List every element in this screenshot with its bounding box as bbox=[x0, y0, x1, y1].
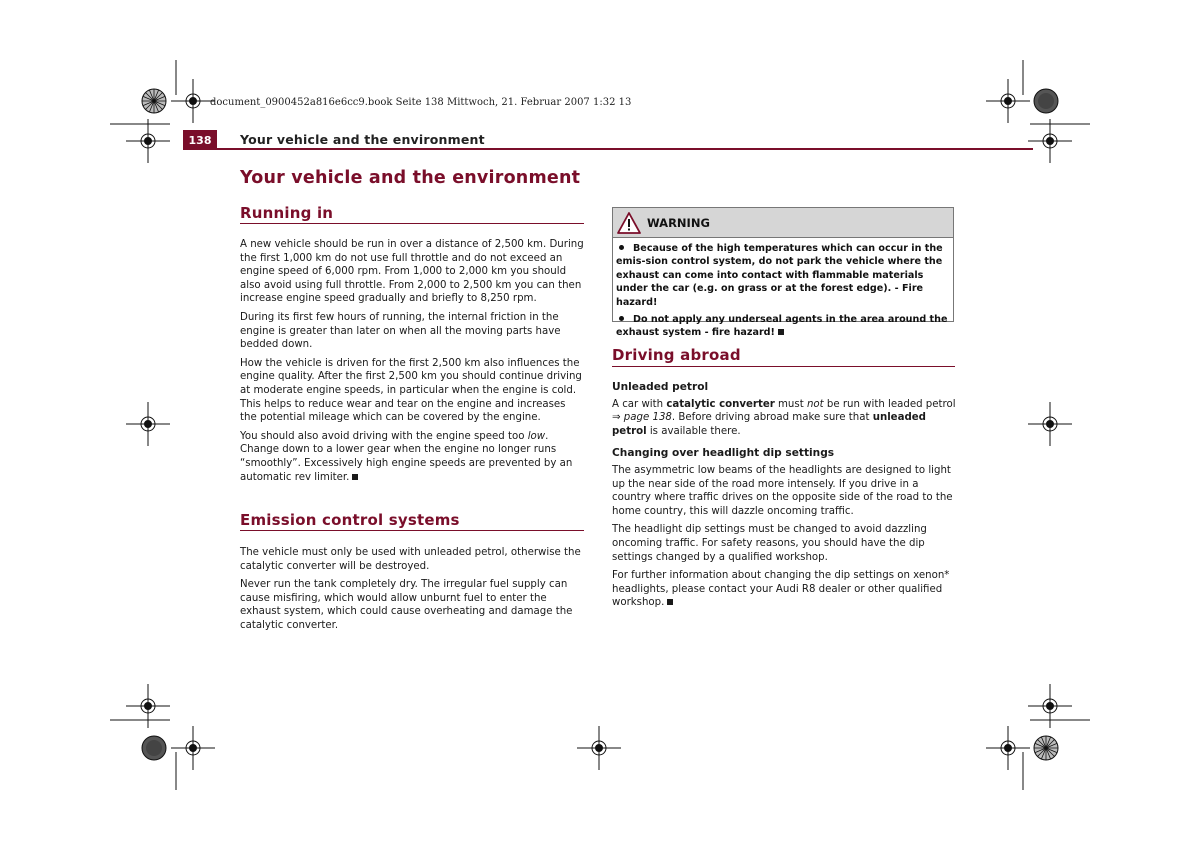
driving-abroad-heading: Driving abroad bbox=[612, 346, 741, 364]
s1-text-c: must bbox=[774, 398, 807, 410]
warning-item-1-text: Because of the high temperatures which can occur in the emis-sion control system, do not park the vehicle where the exhaust can come into contact with flammable materials under the car (e.g. on grass or at the forest edge). - Fire hazard! bbox=[616, 243, 943, 308]
end-of-section-icon bbox=[352, 474, 358, 480]
warning-header bbox=[613, 208, 953, 238]
headlight-paragraph-2: The headlight dip settings must be changed to avoid dazzling oncoming traffic. For safety reasons, you should have the dip settings changed by a qualified workshop. bbox=[612, 524, 927, 563]
unleaded-petrol-subheading: Unleaded petrol bbox=[612, 381, 709, 393]
file-header: document_0900452a816e6cc9.book Seite 138 Mittwoch, 21. Februar 2007 1:32 13 bbox=[210, 97, 632, 108]
s1-text-a: A car with bbox=[612, 398, 667, 410]
emission-rule bbox=[240, 530, 584, 531]
driving-abroad-section bbox=[612, 381, 956, 615]
running-header: Your vehicle and the environment bbox=[240, 132, 485, 147]
s1-emphasis-not: not bbox=[806, 398, 824, 410]
running-in-heading: Running in bbox=[240, 204, 334, 222]
emission-paragraph-2: Never run the tank completely dry. The irregular fuel supply can cause misfiring, which would allow unburnt fuel to enter the exhaust system, which could cause overheating and damage the catalytic converter. bbox=[240, 579, 573, 631]
reference-arrow-icon: ⇒ bbox=[612, 412, 621, 424]
warning-item-2-text: Do not apply any underseal agents in the area around the exhaust system - fire hazard! bbox=[616, 314, 948, 339]
s1-bold-catalytic: catalytic converter bbox=[666, 398, 775, 410]
p4-text-b: . Change down to a lower gear when the engine no longer runs “smoothly”. Excessively high engine speeds are prevented by an automatic rev limiter. bbox=[240, 430, 573, 483]
running-in-paragraph-1: A new vehicle should be run in over a distance of 2,500 km. During the first 1,000 km do not use full throttle and do not exceed an engine speed of 6,000 rpm. From 1,000 to 2,000 km you should also avoid using full throttle. From 2,000 to 2,500 km you can then increase engine speed gradually and briefly to 8,250 rpm. bbox=[240, 239, 584, 305]
running-in-section bbox=[240, 238, 584, 489]
running-in-paragraph-4 bbox=[240, 430, 584, 484]
running-in-paragraph-3: How the vehicle is driven for the first 2,500 km also influences the engine quality. After the first 2,500 km you should continue driving at moderate engine speeds, in particular when the engine is cold. This helps to reduce wear and tear on the engine and increases the potential mileage which can be covered by the engine. bbox=[240, 357, 582, 424]
s1-text-h: is available there. bbox=[646, 425, 741, 437]
emission-section bbox=[240, 546, 584, 638]
p4-text-a: You should also avoid driving with the engine speed too bbox=[240, 430, 528, 442]
warning-label: WARNING bbox=[647, 215, 710, 230]
running-in-rule bbox=[240, 223, 584, 224]
s1-bold-unleaded: unleaded petrol bbox=[612, 412, 926, 437]
page-reference: page 138 bbox=[620, 412, 672, 424]
warning-box bbox=[612, 207, 954, 339]
headlight-subheading: Changing over headlight dip settings bbox=[612, 447, 835, 460]
s1-text-e: be run with leaded petrol bbox=[823, 398, 956, 410]
warning-item-1 bbox=[616, 242, 949, 309]
p4-emphasis: low bbox=[527, 430, 546, 442]
end-of-section-icon bbox=[667, 599, 673, 605]
page-title: Your vehicle and the environment bbox=[240, 168, 581, 188]
emission-paragraph-1: The vehicle must only be used with unleaded petrol, otherwise the catalytic converter will be destroyed. bbox=[240, 547, 581, 572]
warning-item-2 bbox=[616, 313, 949, 340]
driving-abroad-rule bbox=[612, 366, 955, 367]
page-number: 138 bbox=[183, 130, 217, 150]
warning-triangle-icon bbox=[617, 212, 641, 234]
s1-text-f: . Before driving abroad make sure that bbox=[671, 412, 873, 424]
header-rule bbox=[183, 148, 1033, 150]
headlight-paragraph-3 bbox=[612, 569, 956, 610]
warning-body bbox=[613, 238, 953, 340]
page-reference-link[interactable] bbox=[612, 412, 672, 423]
bullet-icon bbox=[619, 245, 624, 250]
unleaded-petrol-paragraph bbox=[612, 398, 956, 439]
headlight-paragraph-3-text: For further information about changing the dip settings on xenon* headlights, please contact your Audi R8 dealer or other qualified workshop. bbox=[612, 570, 950, 609]
end-of-section-icon bbox=[778, 329, 784, 335]
emission-heading: Emission control systems bbox=[240, 511, 460, 529]
running-in-paragraph-2: During its first few hours of running, the internal friction in the engine is greater than later on when all the moving parts have bedded down. bbox=[240, 311, 561, 351]
headlight-paragraph-1: The asymmetric low beams of the headlights are designed to light up the near side of the road more intensely. If you drive in a country where traffic drives on the opposite side of the road to the home country, this will dazzle oncoming traffic. bbox=[612, 464, 953, 517]
bullet-icon bbox=[619, 316, 624, 321]
